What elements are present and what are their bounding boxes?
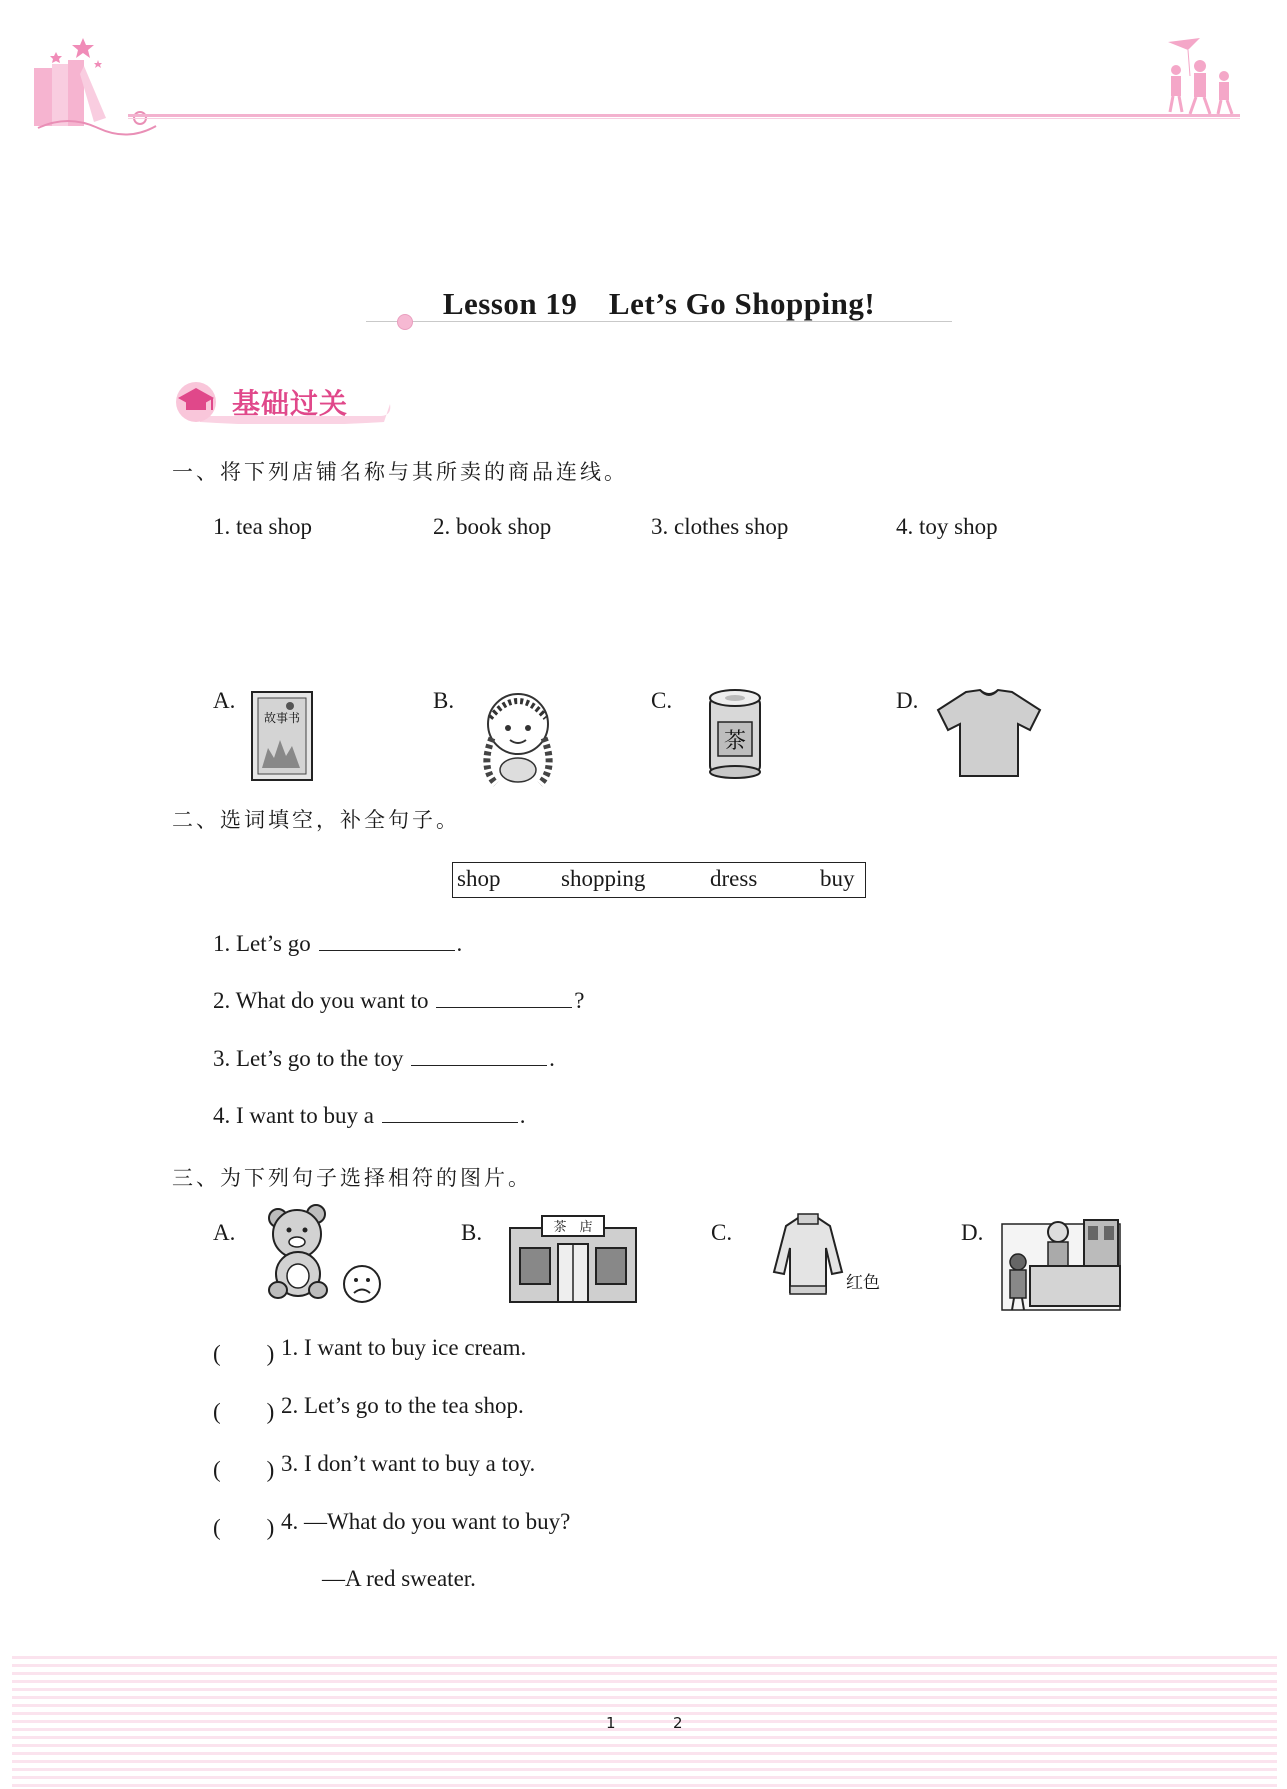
tea-shop-sign: 茶 店: [553, 1220, 593, 1235]
answer-blank[interactable]: [319, 932, 455, 951]
fill-sentence-2: [213, 988, 584, 1014]
fill-sentence-1: [213, 931, 462, 957]
part3-heading: 三、为下列句子选择相符的图片。: [172, 1166, 532, 1190]
part3-option-b: B.: [461, 1220, 483, 1245]
sentence-text: 3. Let’s go to the toy: [213, 1046, 404, 1071]
sentence-punct: .: [549, 1046, 555, 1071]
lesson-title: Lesson 19 Let’s Go Shopping!: [442, 286, 876, 321]
page-number-left: 1: [606, 1714, 616, 1732]
part1-option-c: C.: [651, 688, 673, 713]
sentence-punct: ?: [574, 988, 585, 1013]
sentence-punct: .: [456, 931, 463, 956]
storybook-icon: [248, 688, 318, 786]
tea-can-label: 茶: [723, 729, 747, 754]
tea-can-icon: [706, 688, 764, 780]
teddy-bear-sad-icon: [262, 1200, 384, 1304]
word-bank-item: shop: [457, 866, 501, 891]
word-bank-item: shopping: [561, 866, 646, 891]
fill-sentence-3: [213, 1046, 555, 1072]
answer-paren-3[interactable]: ( ): [213, 1457, 275, 1482]
sentence-text: 2. What do you want to: [213, 988, 429, 1013]
part3-option-a: A.: [213, 1220, 236, 1245]
match-sentence-1: 1. I want to buy ice cream.: [281, 1335, 527, 1360]
doll-icon: [470, 688, 566, 788]
sentence-text: 1. Let’s go: [213, 931, 311, 956]
section-banner-label: 基础过关: [232, 387, 349, 420]
part1-option-d: D.: [896, 688, 919, 713]
sentence-text: 4. I want to buy a: [213, 1103, 374, 1128]
answer-paren-1[interactable]: ( ): [213, 1341, 275, 1366]
answer-blank[interactable]: [436, 989, 572, 1008]
shop-item-4: 4. toy shop: [896, 514, 998, 539]
t-shirt-icon: [934, 686, 1044, 782]
part3-option-c: C.: [711, 1220, 733, 1245]
answer-paren-4[interactable]: ( ): [213, 1515, 275, 1540]
match-sentence-2: 2. Let’s go to the tea shop.: [281, 1393, 524, 1418]
part1-heading: 一、将下列店铺名称与其所卖的商品连线。: [172, 460, 628, 484]
answer-paren-2[interactable]: ( ): [213, 1399, 275, 1424]
answer-blank[interactable]: [411, 1047, 547, 1066]
word-bank-item: buy: [820, 866, 855, 891]
footer-stripes: [12, 1656, 1277, 1789]
answer-blank[interactable]: [382, 1104, 518, 1123]
title-underline: [366, 321, 952, 322]
part1-option-b: B.: [433, 688, 455, 713]
match-sentence-4: 4. —What do you want to buy?: [281, 1509, 571, 1534]
sweater-icon: [756, 1212, 896, 1298]
shop-item-2: 2. book shop: [433, 514, 552, 539]
sentence-punct: .: [519, 1103, 526, 1128]
tea-shop-icon: [506, 1214, 640, 1304]
shop-item-1: 1. tea shop: [213, 514, 313, 539]
part2-heading: 二、选词填空，补全句子。: [172, 808, 460, 832]
word-bank-item: dress: [710, 866, 758, 891]
page-number-right: 2: [673, 1714, 683, 1732]
shop-item-3: 3. clothes shop: [651, 514, 789, 539]
match-answer-line: —A red sweater.: [322, 1566, 476, 1591]
part3-option-d: D.: [961, 1220, 984, 1245]
storybook-title: 故事书: [263, 711, 301, 725]
fill-sentence-4: [213, 1103, 525, 1129]
section-banner: [170, 378, 396, 424]
sweater-color-label: 红色: [846, 1273, 880, 1293]
part1-option-a: A.: [213, 688, 236, 713]
children-kite-icon: [1160, 36, 1244, 118]
match-sentence-3: 3. I don’t want to buy a toy.: [281, 1451, 536, 1476]
title-dot: [397, 314, 413, 330]
word-bank: [452, 862, 866, 898]
ice-cream-stand-icon: [1000, 1216, 1122, 1312]
